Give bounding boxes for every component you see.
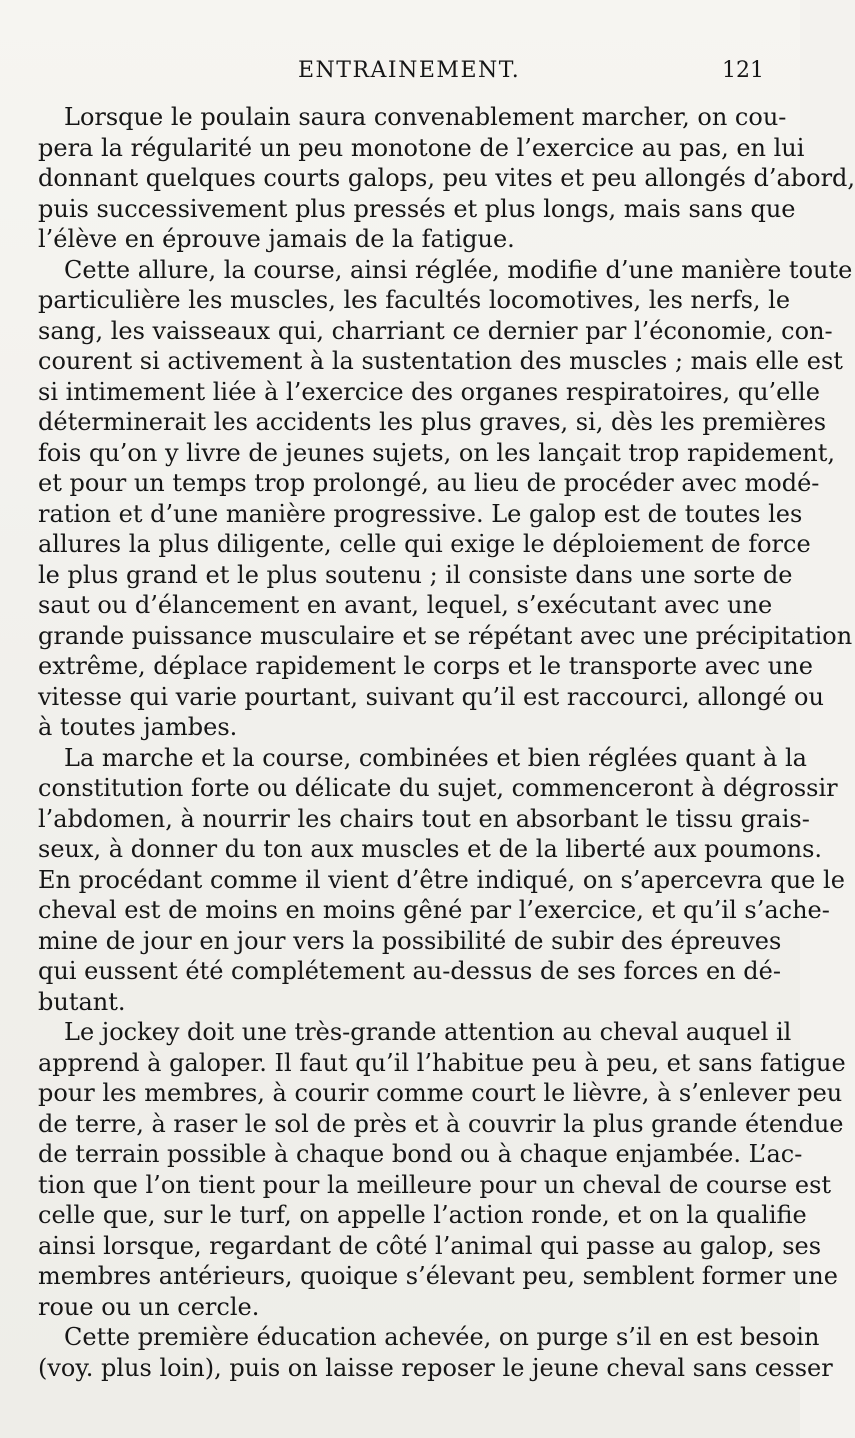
text-line: Lorsque le poulain saura convenablement marcher, on cou- xyxy=(64,103,787,131)
text-line: pour les membres, à courir comme court le lièvre, à s’enlever peu xyxy=(38,1079,843,1107)
text-line: vitesse qui varie pourtant, suivant qu’il est raccourci, allongé ou xyxy=(38,682,824,711)
text-line: donnant quelques courts galops, peu vites et peu allongés d’abord, xyxy=(38,164,855,192)
text-line: apprend à galoper. Il faut qu’il l’habitue peu à peu, et sans fatigue xyxy=(38,1048,846,1077)
text-line: et pour un temps trop prolongé, au lieu de procéder avec modé- xyxy=(38,469,820,497)
text-line: puis successivement plus pressés et plus longs, mais sans que xyxy=(38,194,796,223)
text-line: l’abdomen, à nourrir les chairs tout en absorbant le tissu grais- xyxy=(38,804,810,833)
paragraph xyxy=(38,1322,833,1383)
text-line: fois qu’on y livre de jeunes sujets, on les lançait trop rapidement, xyxy=(38,438,836,467)
text-line: particulière les muscles, les facultés locomotives, les nerfs, le xyxy=(38,286,791,314)
text-line: le plus grand et le plus soutenu ; il consiste dans une sorte de xyxy=(38,560,793,589)
text-line: à toutes jambes. xyxy=(38,713,238,741)
text-line: de terrain possible à chaque bond ou à chaque enjambée. L’ac- xyxy=(38,1140,803,1168)
text-line: grande puissance musculaire et se répétant avec une précipitation xyxy=(38,621,853,650)
running-head: ENTRAINEMENT. xyxy=(298,58,521,83)
text-line: ainsi lorsque, regardant de côté l’animal qui passe au galop, ses xyxy=(38,1231,822,1260)
paragraph xyxy=(38,102,855,255)
text-line: si intimement liée à l’exercice des organes respiratoires, qu’elle xyxy=(38,377,820,406)
text-line: celle que, sur le turf, on appelle l’action ronde, et on la qualifie xyxy=(38,1201,807,1229)
text-line: de terre, à raser le sol de près et à couvrir la plus grande étendue xyxy=(38,1109,844,1138)
paragraph xyxy=(38,743,845,1018)
page-header xyxy=(38,58,764,88)
text-line: membres antérieurs, quoique s’élevant peu, semblent former une xyxy=(38,1262,838,1290)
text-line: déterminerait les accidents les plus graves, si, dès les premières xyxy=(38,408,827,436)
text-line: l’élève en éprouve jamais de la fatigue. xyxy=(38,225,515,253)
paragraph xyxy=(38,1017,846,1322)
paragraph xyxy=(38,255,853,743)
body-text xyxy=(38,102,855,1383)
text-line: (voy. plus loin), puis on laisse reposer le jeune cheval sans cesser xyxy=(38,1353,833,1382)
text-line: La marche et la course, combinées et bien réglées quant à la xyxy=(64,743,807,772)
text-line: mine de jour en jour vers la possibilité de subir des épreuves xyxy=(38,926,782,955)
text-line: cheval est de moins en moins gêné par l’exercice, et qu’il s’ache- xyxy=(38,896,830,924)
text-line: Cette première éducation achevée, on purge s’il en est besoin xyxy=(64,1323,820,1351)
text-line: saut ou d’élancement en avant, lequel, s’exécutant avec une xyxy=(38,591,773,619)
text-line: Le jockey doit une très-grande attention au cheval auquel il xyxy=(64,1018,792,1046)
text-line: butant. xyxy=(38,987,126,1016)
text-line: constitution forte ou délicate du sujet, commenceront à dégrossir xyxy=(38,774,838,802)
text-line: roue ou un cercle. xyxy=(38,1292,260,1321)
text-line: Cette allure, la course, ainsi réglée, modifie d’une manière toute xyxy=(64,255,853,284)
text-line: sang, les vaisseaux qui, charriant ce dernier par l’économie, con- xyxy=(38,316,833,345)
text-line: pera la régularité un peu monotone de l’exercice au pas, en lui xyxy=(38,133,805,162)
page-number: 121 xyxy=(722,58,764,83)
text-line: ration et d’une manière progressive. Le galop est de toutes les xyxy=(38,499,803,528)
text-line: En procédant comme il vient d’être indiqué, on s’apercevra que le xyxy=(38,865,845,894)
text-line: seux, à donner du ton aux muscles et de la liberté aux poumons. xyxy=(38,835,823,863)
text-line: tion que l’on tient pour la meilleure pour un cheval de course est xyxy=(38,1170,832,1199)
text-line: extrême, déplace rapidement le corps et le transporte avec une xyxy=(38,652,813,680)
text-line: qui eussent été complétement au-dessus de ses forces en dé- xyxy=(38,957,781,985)
text-line: allures la plus diligente, celle qui exige le déploiement de force xyxy=(38,530,811,558)
text-line: courent si activement à la sustentation des muscles ; mais elle est xyxy=(38,347,843,375)
